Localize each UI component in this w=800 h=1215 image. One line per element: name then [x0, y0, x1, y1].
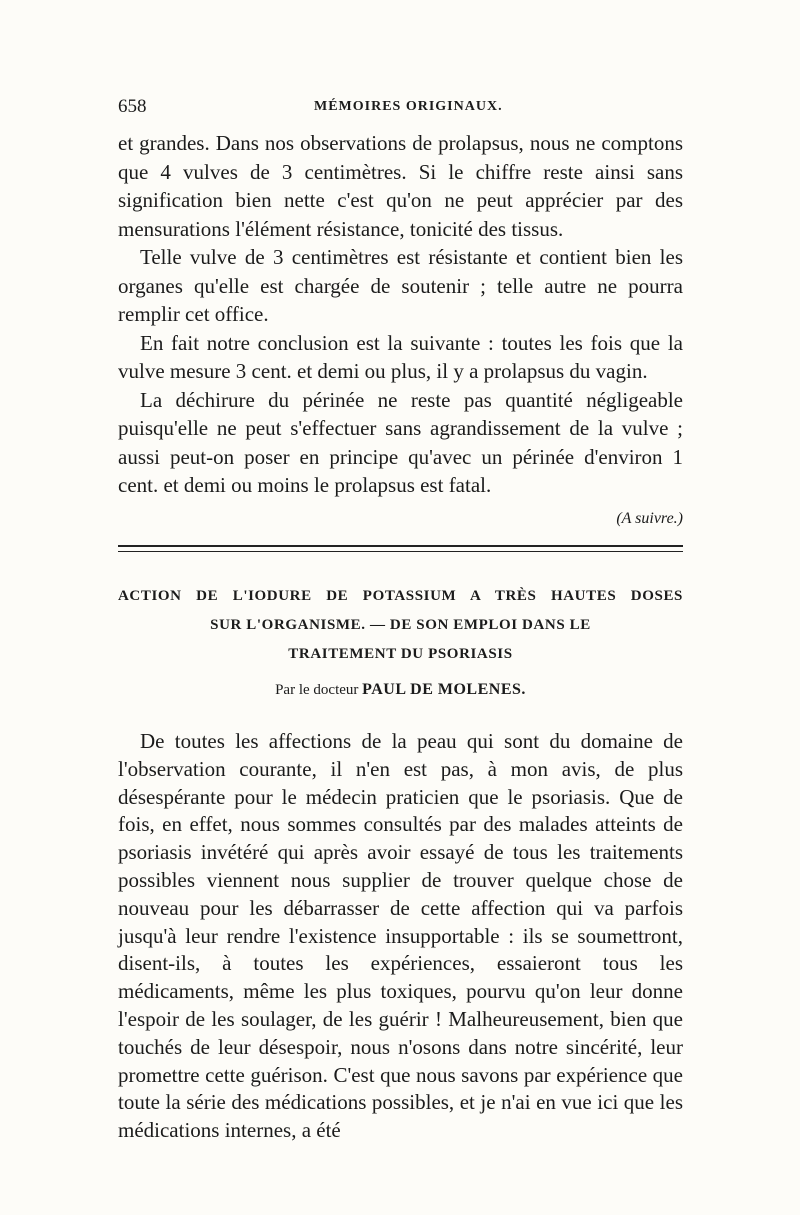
paragraph: Telle vulve de 3 centimètres est résistante et contient bien les organes qu'elle est chargée de soutenir ; telle autre ne pourra remplir cet office.	[118, 245, 683, 326]
article-title-line: TRAITEMENT DU PSORIASIS	[288, 646, 513, 662]
continued-section	[118, 129, 683, 500]
running-head: MÉMOIRES ORIGINAUX.	[314, 99, 503, 114]
article-byline	[118, 681, 683, 699]
section-divider-thin	[118, 551, 683, 552]
page-number: 658	[118, 96, 147, 117]
article-title-line: SUR L'ORGANISME. — DE SON EMPLOI DANS LE	[210, 617, 591, 633]
paragraph: De toutes les affections de la peau qui sont du domaine de l'observation courante, il n'en est pas, à mon avis, de plus désespérante pour le médecin praticien que le psoriasis. Que de fois, en effet, nous sommes consultés par des malades atteints de psoriasis invétéré qui après avoir essayé de tous les traitements possibles viennent nous supplier de trouver quelque chose de nouveau pour les débarrasser de cette affection qui va parfois jusqu'à leur rendre l'existence insupportable : ils se soumettront, disent-ils, à toutes les expériences, essaieront tous les médicaments, même les plus toxiques, pourvu qu'on leur donne l'espoir de les soulager, de les guérir ! Malheureusement, bien que touchés de leur désespoir, nous n'osons dans notre sincérité, leur promettre cette guérison. C'est que nous savons par expérience que toute la série des médications possibles, et je n'ai en vue ici que les médications internes, a été	[118, 729, 683, 1143]
to-be-continued-note: (A suivre.)	[616, 510, 683, 527]
page-header	[118, 96, 683, 122]
article-title	[118, 582, 683, 669]
byline-prefix: Par le docteur	[275, 682, 359, 698]
section-divider-thick	[118, 545, 683, 547]
author-name: PAUL DE MOLENES.	[362, 681, 526, 698]
paragraph: En fait notre conclusion est la suivante : toutes les fois que la vulve mesure 3 cent. et demi ou plus, il y a prolapsus du vagin.	[118, 330, 683, 383]
paragraph: La déchirure du périnée ne reste pas quantité négligeable puisqu'elle ne peut s'effectuer sans agrandissement de la vulve ; aussi peut-on poser en principe qu'avec un périnée d'environ 1 cent. et demi ou moins le prolapsus est fatal.	[118, 387, 683, 497]
article-title-line: ACTION DE L'IODURE DE POTASSIUM A TRÈS HAUTES DOSES	[118, 588, 683, 604]
article-body	[118, 728, 683, 1145]
paragraph: et grandes. Dans nos observations de prolapsus, nous ne comptons que 4 vulves de 3 centimètres. Si le chiffre reste ainsi sans signification bien nette c'est qu'on ne peut apprécier par des mensurations l'élément résistance, tonicité des tissus.	[118, 131, 683, 241]
